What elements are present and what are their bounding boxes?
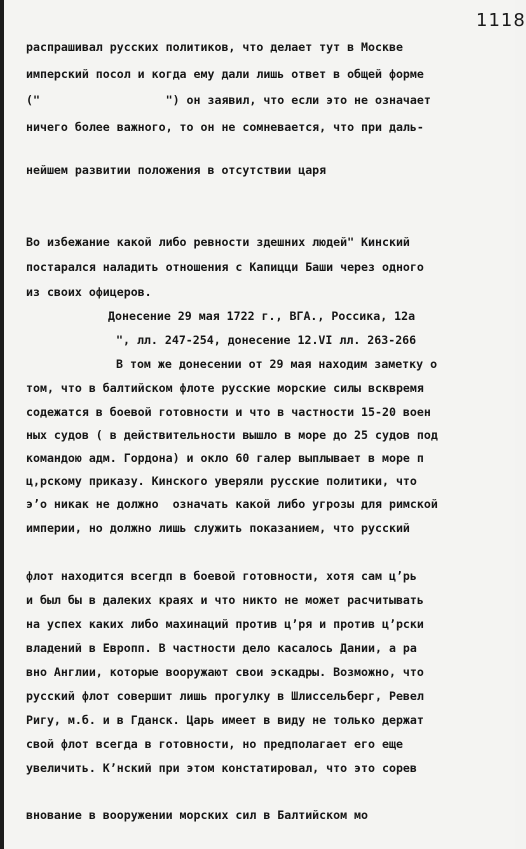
text-line: нейшем развитии положения в отсутствии царя bbox=[26, 163, 327, 177]
text-line: том, что в балтийском флоте русские морские силы всквремя bbox=[26, 381, 424, 395]
text-line: распрашивал русских политиков, что делает тут в Москве bbox=[26, 40, 403, 54]
text-line: э’о никак не должно означать какой либо угрозы для римской bbox=[26, 497, 438, 511]
text-line: постарался наладить отношения с Капицци Баши через одного bbox=[26, 260, 424, 274]
text-line: командою адм. Гордона) и окло 60 галер выплывает в море п bbox=[26, 451, 424, 465]
text-line: ничего более важного, то он не сомневается, что при даль- bbox=[26, 120, 424, 134]
text-line: владений в Европп. В частности дело касалось Дании, а ра bbox=[26, 641, 417, 655]
text-line: Во избежание какой либо ревности здешних людей" Кинский bbox=[26, 235, 410, 249]
text-line: на успех каких либо махинаций против цʼря и против цʼрски bbox=[26, 617, 424, 631]
text-line: ных судов ( в действительности вышло в море до 25 судов под bbox=[26, 428, 438, 442]
text-line: содежатся в боевой готовности и что в частности 15-20 воен bbox=[26, 405, 431, 419]
text-line: (" ") он заявил, что если это не означает bbox=[26, 93, 431, 107]
text-line: В том же донесении от 29 мая находим заметку о bbox=[116, 357, 438, 371]
text-line: имперский посол и когда ему дали лишь ответ в общей форме bbox=[26, 67, 424, 81]
text-line: и был бы в далеких краях и что никто не может расчитывать bbox=[26, 593, 424, 607]
text-line: Ригу, м.б. и в Гданск. Царь имеет в виду не только держат bbox=[26, 713, 424, 727]
text-line: вно Англии, которые вооружают свои эскадры. Возможно, что bbox=[26, 665, 424, 679]
citation-line: ", лл. 247-254, донесение 12.VI лл. 263-266 bbox=[116, 333, 417, 347]
text-line: империи, но должно лишь служить показанием, что русский bbox=[26, 521, 410, 535]
text-line: флот находится всегдп в боевой готовности, хотя сам ц’рь bbox=[26, 569, 417, 583]
folio-number: 1118 bbox=[476, 10, 526, 31]
text-line: ц,рскому приказу. Кинского уверяли русские политики, что bbox=[26, 474, 417, 488]
citation-line: Донесение 29 мая 1722 г., ВГА., Россика, 12а bbox=[108, 309, 416, 323]
text-line: из своих офицеров. bbox=[26, 285, 152, 299]
text-line: свой флот всегда в готовности, но предполагает его еще bbox=[26, 737, 403, 751]
text-line: русский флот совершит лишь прогулку в Шлиссельберг, Ревел bbox=[26, 689, 424, 703]
text-line: внование в вооружении морских сил в Балтийском мо bbox=[26, 808, 369, 822]
text-line: увеличить. Кʼнский при этом констатировал, что это сорев bbox=[26, 761, 417, 775]
